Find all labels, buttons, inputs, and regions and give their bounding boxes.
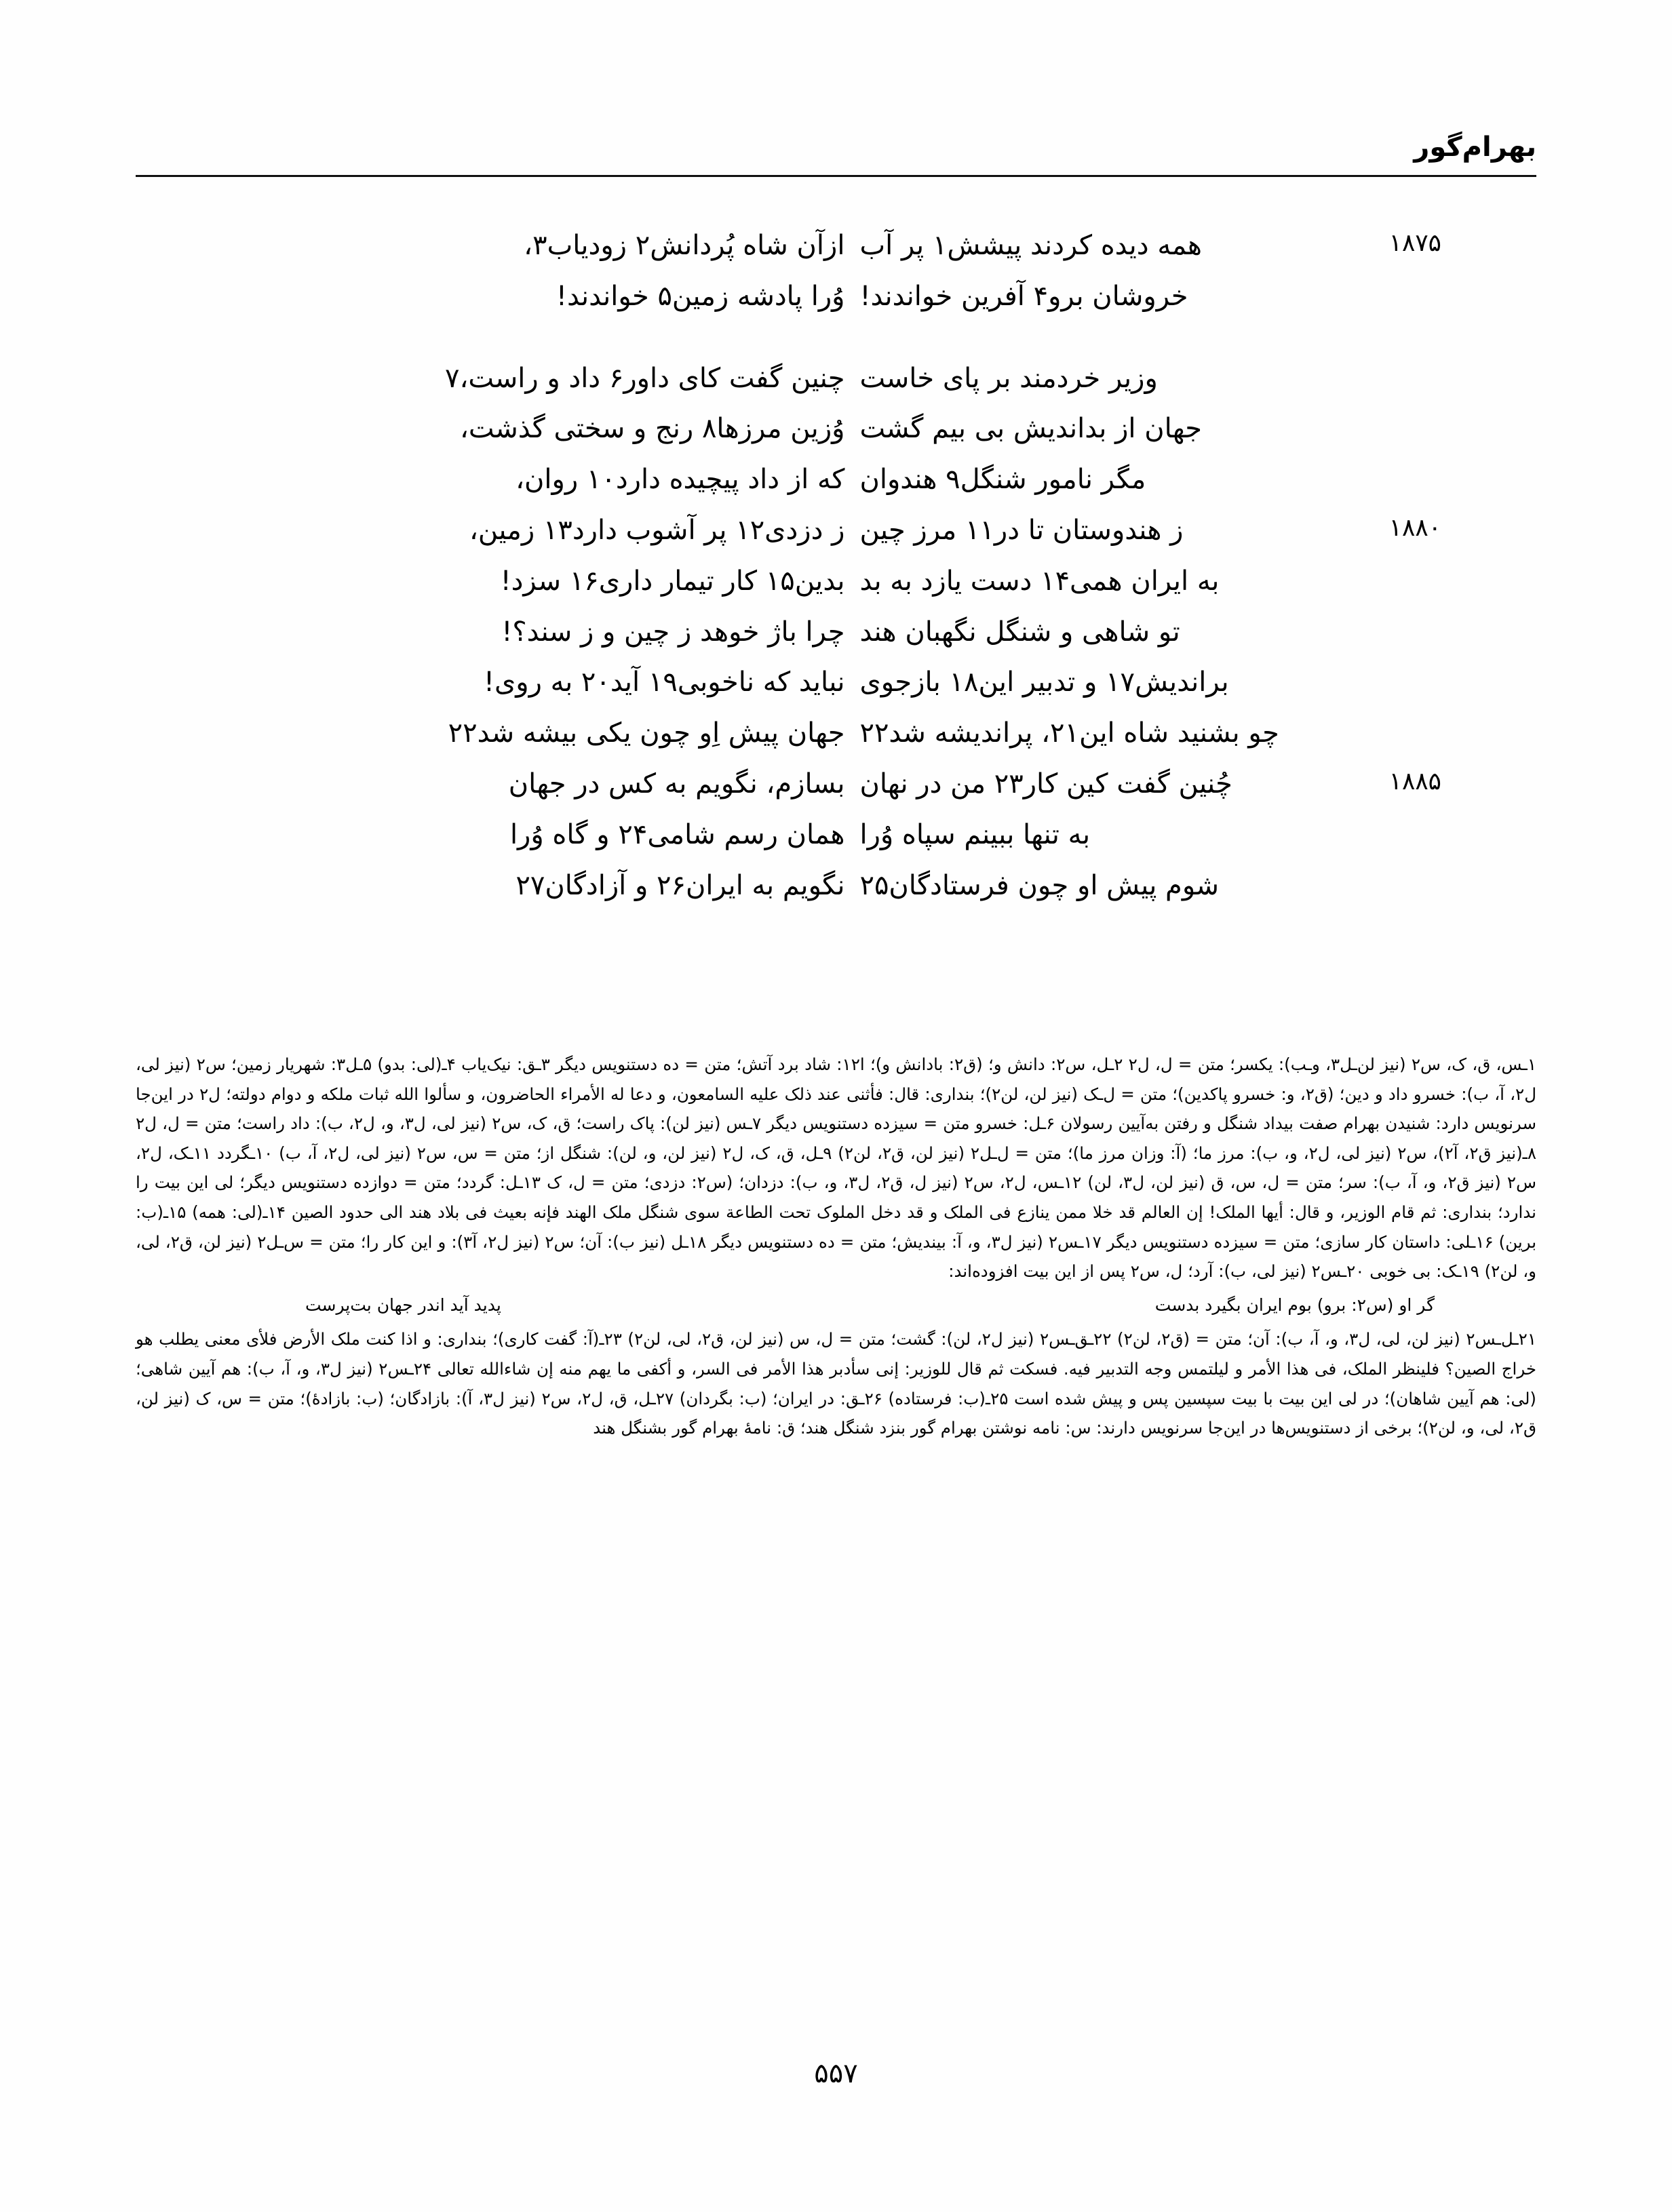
hemistich-right [844,224,1441,268]
hemistich-text: بسازم، نگویم به کس در جهان [508,768,845,799]
hemistich-right [844,509,1441,553]
couplet [224,407,1441,451]
couplet [224,762,1441,806]
hemistich-left [224,458,844,502]
hemistich-right [844,357,1441,401]
hemistich-text: وُزین مرزها۸ رنج و سختی گذشت، [460,413,845,445]
hemistich-text: خروشان برو۴ آفرین خواندند! [859,280,1188,312]
hemistich-left [224,559,844,604]
verse-number: ۱۸۸۰ [1388,513,1441,542]
inserted-hemistich-right: گر او (س۲: برو) بوم ایران بگیرد بدست [1154,1295,1435,1315]
couplet [224,458,1441,502]
couplet [224,275,1441,319]
hemistich-text: چو بشنید شاه این۲۱، پراندیشه شد۲۲ [859,717,1279,749]
header-divider [136,175,1536,177]
couplet [224,224,1441,268]
hemistich-left [224,660,844,705]
hemistich-right [844,610,1441,654]
inserted-hemistich-left: پدید آید اندر جهان بت‌پرست [305,1295,501,1315]
hemistich-text: ز دزدی۱۲ پر آشوب دارد۱۳ زمین، [469,514,845,546]
hemistich-text: نباید که ناخوبی۱۹ آید۲۰ به روی! [483,667,845,698]
hemistich-text: مگر نامور شنگل۹ هندوان [859,464,1146,496]
apparatus-body-first: ۱ـس، ق، ک، س۲ (نیز لن‌ـل۳، و‌ـب): یکسر؛ متن = ل، ل۲ ۲ـل، س۲: دانش و؛ (ق۲: بادانش و)؛ ا۱۲: شاد برد آتش؛ متن = ده دستنویس دیگر ۳ـق: نیک‌یاب ۴ـ(لی: بدو) ۵ـل۳: شهریار زمین؛ س۲ (نیز لی، ل۲، آ، ب): خسرو داد و دین؛ (ق۲، و: خسرو پاکدین)؛ متن = ل‌ـک (نیز لن، لن۲)؛ بنداری: قال: فأثنی عند ذلک علیه السامعون، و دعا له الأمراء الحاضرون، و سألوا الله ثبات ملکه و دوام دولته؛ ل۲ در این‌جا سرنویس دارد: شنیدن بهرام صفت بیداد شنگل و رفتن به‌آیین رسولان ۶ـل: خسرو متن = سیزده دستنویس دیگر ۷ـس (نیز لن): پاک راست؛ ق، ک، س۲ (نیز لی، ل۳، و، ل۲، ب): داد راست؛ متن = ل، ل۲ ۸ـ(نیز ق۲، آ۲)، س۲ (نیز لی، ل۲، و، ب): مرز ما؛ (آ: وزان مرز ما)؛ متن = ل‌ـل۲ (نیز لن، ق۲، لن۲) ۹ـل، ق، ک، ل۲ (نیز لن، و، لن): شنگل از؛ متن = س، س۲ (نیز لی، ل۲، آ، ب) ۱۰ـگردد ۱۱ـک، ل۲، س۲ (نیز ق۲، و، آ، ب): سر؛ متن = ل، س، ق (نیز لن، ل۳، لن) ۱۲ـس، ل۲، س۲ (نیز ل، ق۲، ل۳، و، ب): دزدان؛ (س۲: دزدی؛ متن = ل، ک ۱۳ـل: گردد؛ متن = دوازده دستنویس دیگر؛ لی این بیت را ندارد؛ بنداری: ثم قام الوزیر، و قال: أیها الملک! إن العالم قد خلا ممن ینازع فی الملک و قد دخل الملوک تحت الطاعة سوی شنگل ملک الهند فإنه بعیث فی بلاد هند الی حدود الصین ۱۴ـ(لی: همه) ۱۵ـ(ب: برین) ۱۶ـلی: داستان کار سازی؛ متن = سیزده دستنویس دیگر ۱۷ـس۲ (نیز ل۳، و، آ: بیندیش؛ متن = ده دستنویس دیگر ۱۸ـل (نیز ب): آن؛ س۲ (نیز ل۲، آ۳): و این کار را؛ متن = س‌ـل۲ (نیز لن، ق۲، لی، و، لن۲) ۱۹ـک: بی خوبی ۲۰ـس۲ (نیز لی، ب): آرد؛ ل، س۲ پس از این بیت افزوده‌اند: [136,1054,1537,1282]
hemistich-left [224,711,844,755]
hemistich-text: بدین۱۵ کار تیمار داری۱۶ سزد! [500,565,845,597]
folio-number: ۵۵۷ [814,2058,858,2089]
stanza [224,357,1441,915]
hemistich-text: ز هندوستان تا در۱۱ مرز چین [859,514,1184,546]
hemistich-left [224,357,844,401]
hemistich-left [224,813,844,857]
hemistich-right [844,813,1441,857]
hemistich-text: تو شاهی و شنگل نگهبان هند [859,616,1180,648]
apparatus-body-second: ۲۱ـل‌ـس۲ (نیز لن، لی، ل۳، و، آ، ب): آن؛ متن = (ق۲، لن۲) ۲۲ـق‌ـس۲ (نیز ل۲، لن): گشت؛ متن = ل، س (نیز لن، ق۲، لی، لن۲) ۲۳ـ(آ: گفت کاری)؛ بنداری: و اذا کنت ملک الأرض فلأی معنی یطلب هو خراج الصین؟ فلینظر الملک، فی هذا الأمر و لیلتمس وجه التدبیر فیه. فسکت ثم قال للوزیر: إنی سأدبر هذا الأمر فی السر، و أکفی ما یهم منه إن شاءالله تعالی ۲۴ـس۲ (نیز ل۳، و، آ، ب): هم آیین شاهی؛ (لی: هم آیین شاهان)؛ در لی این بیت با بیت سپسین پس و پیش شده است ۲۵ـ(ب: فرستاده) ۲۶ـق: در ایران؛ (ب: بگردان) ۲۷ـل، ق، ل۲، س۲ (نیز ل۳، آ): بازادگان؛ (ب: بازادهٔ)؛ متن = س، ک (نیز لن، ق۲، لی، و، لن۲)؛ برخی از دستنویس‌ها در این‌جا سرنویس دارند: س: نامه نوشتن بهرام گور بنزد شنگل هند؛ ق: نامهٔ بهرام گور بشنگل هند [136,1329,1537,1438]
hemistich-left [224,610,844,654]
hemistich-left [224,407,844,451]
hemistich-text: وُرا پادشه زمین۵ خواندند! [556,280,845,312]
verse-number: ۱۸۸۵ [1388,767,1441,795]
hemistich-text: وزیر خردمند بر پای خاست [859,362,1158,394]
hemistich-left [224,275,844,319]
hemistich-left [224,224,844,268]
hemistich-right [844,407,1441,451]
hemistich-text: ازآن شاه پُردانش۲ زودیاب۳، [524,230,845,261]
verse-number: ۱۸۷۵ [1388,229,1441,257]
running-head [136,133,1536,180]
hemistich-text: همان رسم شامی۲۴ و گاه وُرا [509,818,845,850]
hemistich-text: چرا باژ خوهد ز چین و ز سند؟! [501,616,845,648]
couplet [224,357,1441,401]
critical-apparatus [136,1050,1536,1443]
stanza [224,224,1441,319]
hemistich-text: جهان از بداندیش بی بیم گشت [859,413,1202,445]
hemistich-right [844,660,1441,705]
couplet [224,559,1441,604]
hemistich-text: به تنها ببینم سپاه وُرا [859,818,1091,850]
inserted-couplet [305,1290,1435,1321]
verse-block [224,224,1441,952]
hemistich-text: همه دیده کردند پیشش۱ پر آب [859,230,1202,261]
couplet [224,509,1441,553]
hemistich-left [224,509,844,553]
hemistich-text: به ایران همی۱۴ دست یازد به بد [859,565,1220,597]
hemistich-text: نگویم به ایران۲۶ و آزادگان۲۷ [516,869,845,901]
hemistich-text: چُنین گفت کین کار۲۳ من در نهان [859,768,1232,799]
hemistich-text: شوم پیش او چون فرستادگان۲۵ [859,869,1220,901]
couplet [224,864,1441,908]
hemistich-right [844,275,1441,319]
hemistich-text: براندیش۱۷ و تدبیر این۱۸ بازجوی [859,667,1229,698]
hemistich-right [844,458,1441,502]
hemistich-text: که از داد پیچیده دارد۱۰ روان، [516,464,845,496]
hemistich-right [844,711,1441,755]
hemistich-left [224,864,844,908]
couplet [224,660,1441,705]
hemistich-right [844,762,1441,806]
hemistich-right [844,559,1441,604]
couplet [224,610,1441,654]
hemistich-right [844,864,1441,908]
couplet [224,813,1441,857]
hemistich-text: چنین گفت کای داور۶ داد و راست،۷ [445,362,845,394]
hemistich-text: جهان پیش اِو چون یکی بیشه شد۲۲ [448,717,845,749]
couplet [224,711,1441,755]
page-title: بهرام‌گور [1414,132,1536,163]
hemistich-left [224,762,844,806]
